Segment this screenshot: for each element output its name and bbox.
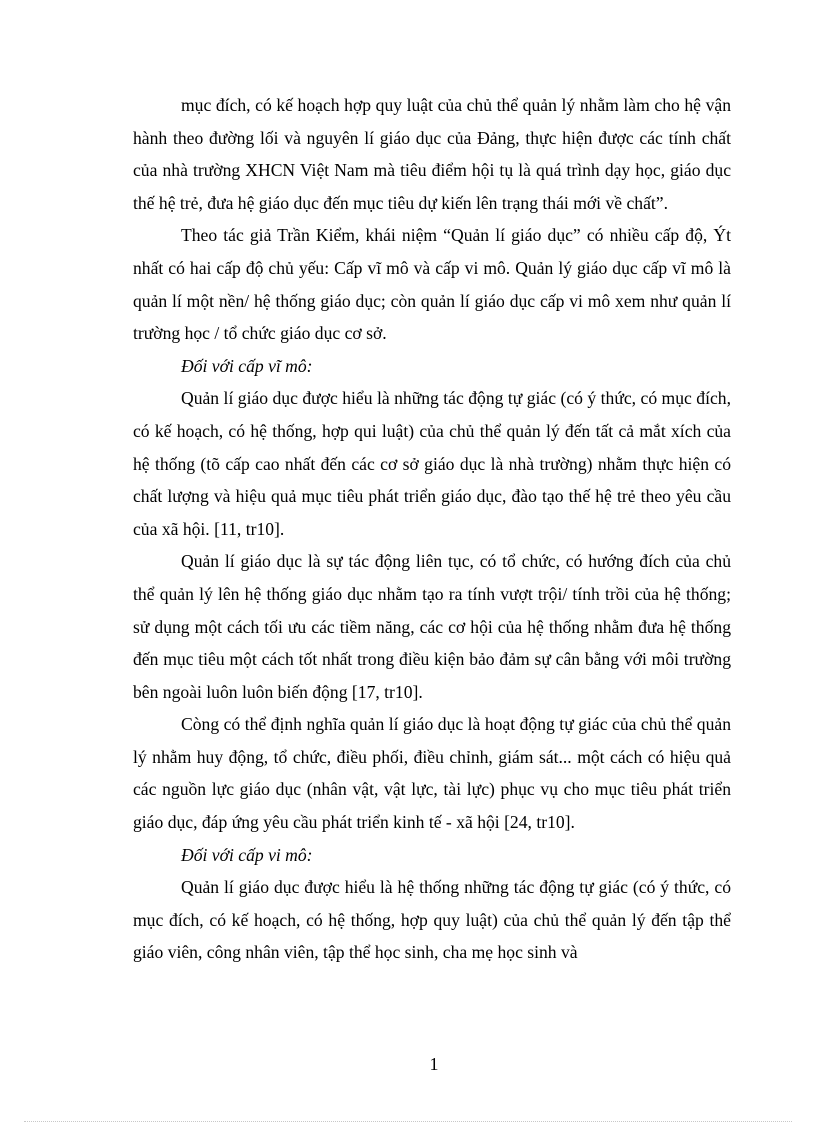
page-number: 1 (429, 1054, 439, 1074)
heading-macro-level: Đối với cấp vĩ mô: (181, 355, 313, 376)
paragraph-macro-definition-1: Quản lí giáo dục được hiểu là những tác động tự giác (có ý thức, có mục đích, có kế hoạch, có hệ thống, hợp qui luật) của chủ thể quản lý đến tất cả mắt xích của hệ thống (tõ cấp cao nhất đến các cơ sở giáo dục là nhà trường) nhằm thực hiện có chất lượng và hiệu quả mục tiêu phát triển giáo dục, đào tạo thế hệ trẻ theo yêu cầu của xã hội. [11, tr10]. (133, 388, 731, 539)
paragraph-definition-continued: mục đích, có kế hoạch hợp quy luật của chủ thể quản lý nhằm làm cho hệ vận hành theo đường lối và nguyên lí giáo dục của Đảng, thực hiện được các tính chất của nhà trường XHCN Việt Nam mà tiêu điểm hội tụ là quá trình dạy học, giáo dục thế hệ trẻ, đưa hệ giáo dục đến mục tiêu dự kiến lên trạng thái mới về chất”. (133, 95, 731, 213)
paragraph-micro-definition: Quản lí giáo dục được hiểu là hệ thống những tác động tự giác (có ý thức, có mục đích, có kế hoạch, có hệ thống, hợp quy luật) của chủ thể quản lý đến tập thể giáo viên, công nhân viên, tập thể học sinh, cha mẹ học sinh và (133, 877, 731, 963)
paragraph-macro-definition-2: Quản lí giáo dục là sự tác động liên tục, có tổ chức, có hướng đích của chủ thể quản lý lên hệ thống giáo dục nhằm tạo ra tính vượt trội/ tính trồi của hệ thống; sử dụng một cách tối ưu các tiềm năng, các cơ hội của hệ thống nhằm đưa hệ thống đến mục tiêu một cách tốt nhất trong điều kiện bảo đảm sự cân bằng với môi trường bên ngoài luôn luôn biến động [17, tr10]. (133, 551, 731, 702)
paragraph-tran-kiem: Theo tác giả Trần Kiểm, khái niệm “Quản lí giáo dục” có nhiều cấp độ, Ýt nhất có hai cấp độ chủ yếu: Cấp vĩ mô và cấp vi mô. Quản lý giáo dục cấp vĩ mô là quản lí một nền/ hệ thống giáo dục; còn quản lí giáo dục cấp vi mô xem như quản lí trường học / tổ chức giáo dục cơ sở. (133, 225, 731, 344)
paragraph-macro-definition-3: Còng có thể định nghĩa quản lí giáo dục là hoạt động tự giác của chủ thể quản lý nhằm huy động, tổ chức, điều phối, điều chỉnh, giám sát... một cách có hiệu quả các nguồn lực giáo dục (nhân vật, vật lực, tài lực) phục vụ cho mục tiêu phát triển giáo dục, đáp ứng yêu cầu phát triển kinh tế - xã hội [24, tr10]. (133, 714, 731, 833)
page-bottom-divider (24, 1121, 792, 1122)
body-text (133, 89, 731, 969)
heading-micro-level: Đối với cấp vi mô: (181, 844, 313, 865)
